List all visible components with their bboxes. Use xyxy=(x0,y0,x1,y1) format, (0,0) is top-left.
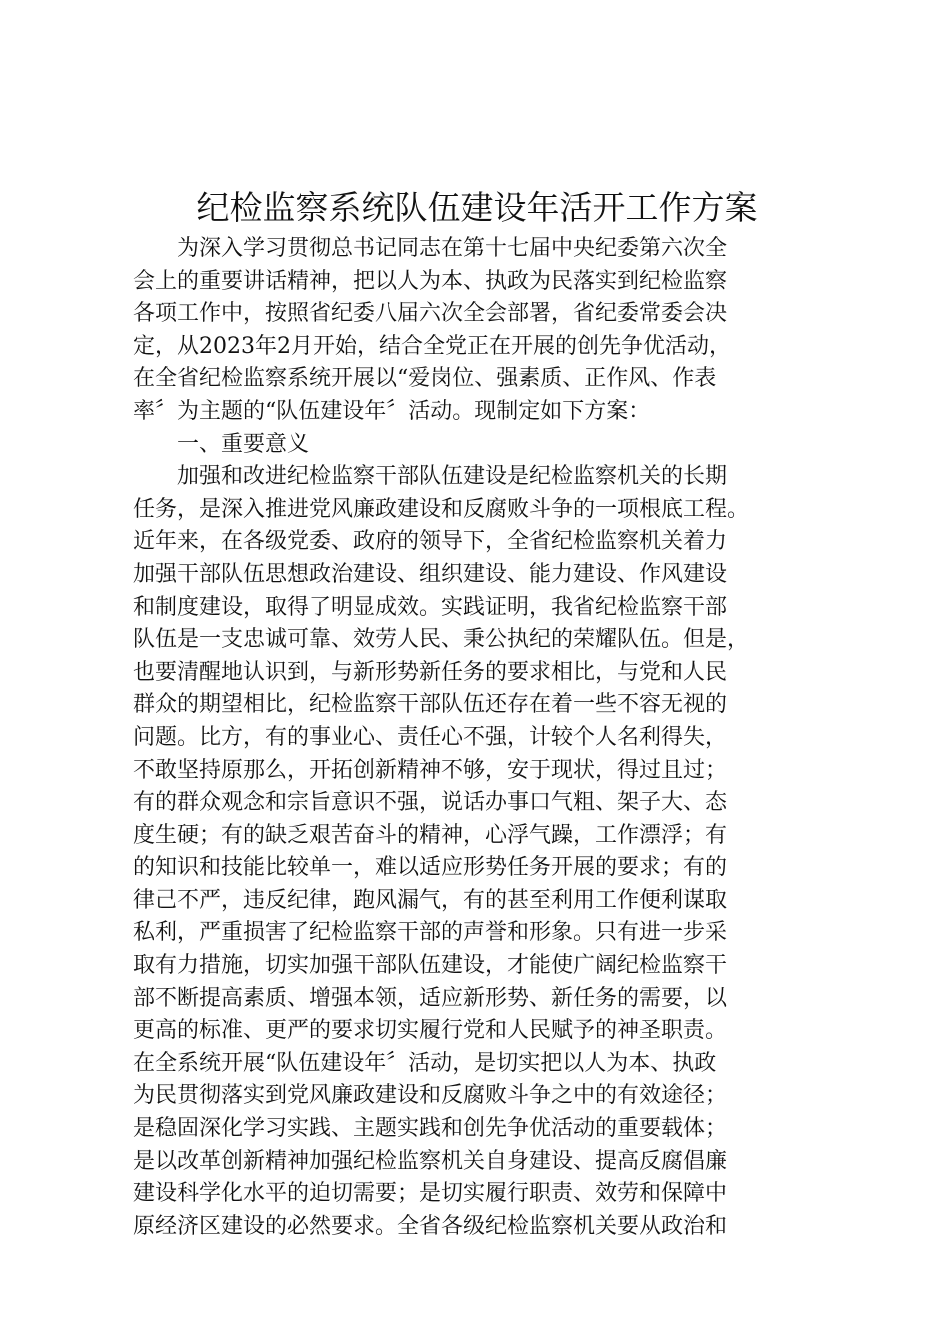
body-line: 不敢坚持原那么，开拓创新精神不够，安于现状，得过且过； xyxy=(133,757,728,783)
body-line: 定，从2023年2月开始，结合全党正在开展的创先争优活动， xyxy=(133,333,731,359)
body-line: 群众的期望相比，纪检监察干部队伍还存在着一些不容无视的 xyxy=(133,692,728,718)
body-line: 在全省纪检监察系统开展以“爱岗位、强素质、正作风、作表 xyxy=(133,366,717,392)
body-line: 各项工作中，按照省纪委八届六次全会部署，省纪委常委会决 xyxy=(133,301,728,327)
body-line: 部不断提高素质、增强本领，适应新形势、新任务的需要，以 xyxy=(133,985,728,1011)
body-line: 是稳固深化学习实践、主题实践和创先争优活动的重要载体； xyxy=(133,1116,728,1142)
body-line: 一、重要意义 xyxy=(133,431,310,457)
body-line: 任务，是深入推进党风廉政建设和反腐败斗争的一项根底工程。 xyxy=(133,496,750,522)
body-line: 在全系统开展“队伍建设年〞活动，是切实把以人为本、执政 xyxy=(133,1050,717,1076)
body-line: 私利，严重损害了纪检监察干部的声誉和形象。只有进一步采 xyxy=(133,920,728,946)
body-line: 有的群众观念和宗旨意识不强，说话办事口气粗、架子大、态 xyxy=(133,790,728,816)
body-line: 近年来，在各级党委、政府的领导下，全省纪检监察机关着力 xyxy=(133,529,728,555)
body-line: 和制度建设，取得了明显成效。实践证明，我省纪检监察干部 xyxy=(133,594,728,620)
body-line: 为民贯彻落实到党风廉政建设和反腐败斗争之中的有效途径； xyxy=(133,1083,728,1109)
body-line: 是以改革创新精神加强纪检监察机关自身建设、提高反腐倡廉 xyxy=(133,1148,728,1174)
body-line: 也要清醒地认识到，与新形势新任务的要求相比，与党和人民 xyxy=(133,659,728,685)
body-line: 加强干部队伍思想政治建设、组织建设、能力建设、作风建设 xyxy=(133,561,728,587)
body-line: 更高的标准、更严的要求切实履行党和人民赋予的神圣职责。 xyxy=(133,1018,728,1044)
body-line: 为深入学习贯彻总书记同志在第十七届中央纪委第六次全 xyxy=(133,236,728,261)
body-line: 加强和改进纪检监察干部队伍建设是纪检监察机关的长期 xyxy=(133,464,728,490)
document-body xyxy=(133,233,823,1243)
body-line: 取有力措施，切实加强干部队伍建设，才能使广阔纪检监察干 xyxy=(133,953,728,979)
body-line: 问题。比方，有的事业心、责任心不强，计较个人名利得失， xyxy=(133,724,728,750)
body-line: 会上的重要讲话精神，把以人为本、执政为民落实到纪检监察 xyxy=(133,268,728,294)
body-line: 队伍是一支忠诚可靠、效劳人民、秉公执纪的荣耀队伍。但是， xyxy=(133,627,750,653)
body-line: 的知识和技能比较单一，难以适应形势任务开展的要求；有的 xyxy=(133,855,728,881)
body-line: 原经济区建设的必然要求。全省各级纪检监察机关要从政治和 xyxy=(133,1213,728,1239)
body-line: 度生硬；有的缺乏艰苦奋斗的精神，心浮气躁，工作漂浮；有 xyxy=(133,822,728,848)
body-line: 建设科学化水平的迫切需要；是切实履行职责、效劳和保障中 xyxy=(133,1181,728,1207)
body-line: 律己不严，违反纪律，跑风漏气，有的甚至利用工作便利谋取 xyxy=(133,887,728,913)
document-title: 纪检监察系统队伍建设年活开工作方案 xyxy=(196,188,758,227)
body-line: 率〞为主题的“队伍建设年〞活动。现制定如下方案： xyxy=(133,398,651,424)
